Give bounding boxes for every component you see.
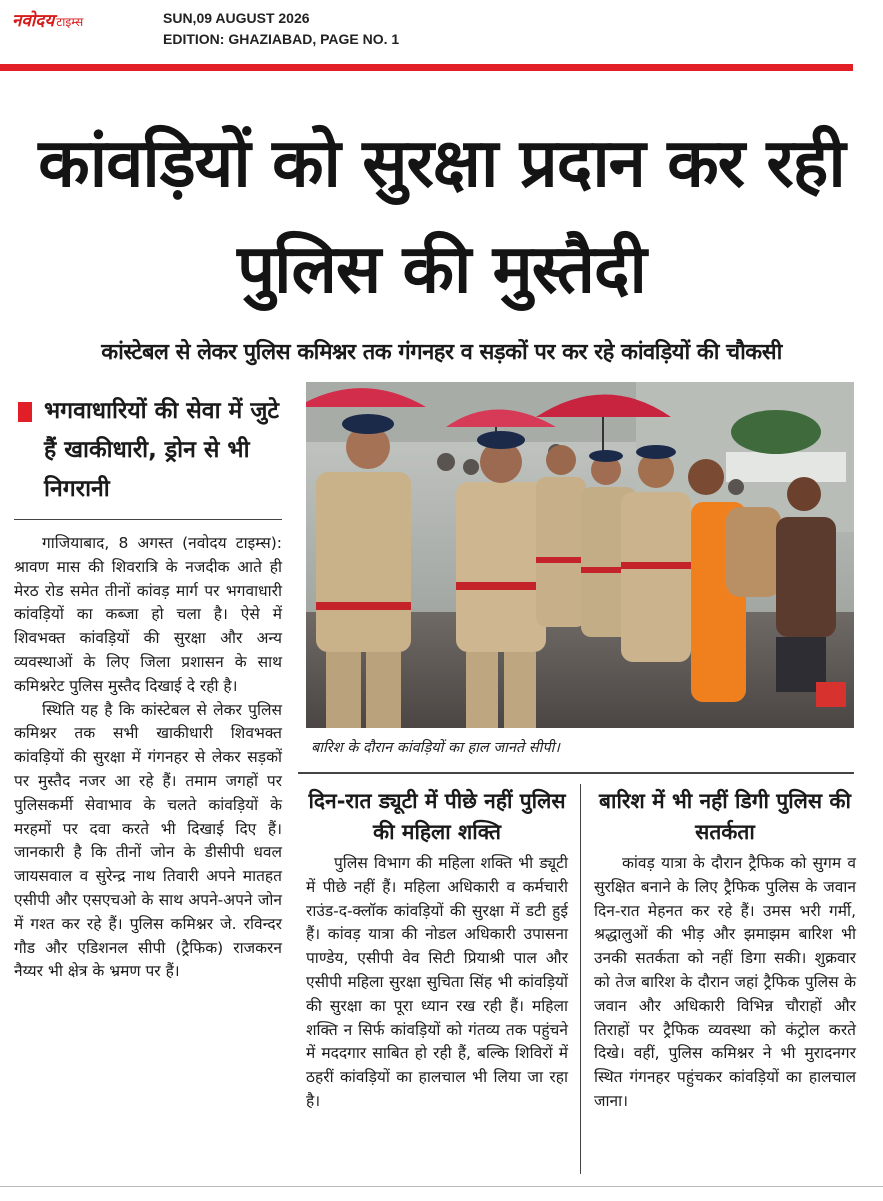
publication-date: SUN,09 AUGUST 2026 [163, 10, 310, 26]
box-paragraph: कांवड़ यात्रा के दौरान ट्रैफिक को सुगम व सुरक्षित बनाने के लिए ट्रैफिक पुलिस के जवान दिन-रात मेहनत कर रहे हैं। उमस भरी गर्मी, श्रद्धालुओं की भीड़ और झमाझम बारिश भी उनकी सतर्कता को नहीं डिगा सकी। शुक्रवार को तेज बारिश के दौरान जहां ट्रैफिक पुलिस के जवान और अधिकारी विभिन्न चौराहों और तिराहों पर ट्रैफिक व्यवस्था को कंट्रोल करते दिखे। वहीं, पुलिस कमिश्नर ने भी मुरादनगर स्थित गंगनहर पहुंचकर कांवड़ियों का हालचाल जाना। [594, 854, 856, 1110]
section-rule [298, 772, 854, 774]
header-red-rule [0, 64, 853, 71]
page-bottom-rule [0, 1186, 883, 1187]
photo-caption: बारिश के दौरान कांवड़ियों का हाल जानते सीपी। [311, 740, 560, 756]
newspaper-logo [12, 8, 83, 31]
news-photo [306, 382, 854, 728]
article-headline: कांवड़ियों को सुरक्षा प्रदान कर रही पुलिस की मुस्तैदी [38, 124, 845, 308]
box-paragraph: पुलिस विभाग की महिला शक्ति भी ड्यूटी में पीछे नहीं हैं। महिला अधिकारी व कर्मचारी राउंड-द-क्लॉक कांवड़ियों की सुरक्षा में डटी हुई हैं। कांवड़ यात्रा की नोडल अधिकारी उपासना पाण्डेय, एसीपी वेव सिटी प्रियाश्री पाल और एसीपी महिला सुरक्षा सुचिता सिंह भी कांवड़ियों की सुरक्षा का पूरा ध्यान रख रही हैं। महिला शक्ति न सिर्फ कांवड़ियों को गंतव्य तक पहुंचने में मददगार साबित हो रही हैं, बल्कि शिविरों में ठहरीं कांवड़ियों का हालचाल भी लिया जा रहा है। [306, 854, 568, 1110]
box-body [306, 852, 568, 1114]
logo-title: नवोदय [12, 11, 55, 31]
photo-police-with-kanwariyas [306, 382, 854, 728]
box-heading: दिन-रात ड्यूटी में पीछे नहीं पुलिस की महिला शक्ति [308, 789, 566, 844]
side-heading-rule [14, 519, 282, 520]
side-heading [14, 392, 282, 509]
column-separator [580, 784, 581, 1174]
logo-subtitle: टाइम्स [56, 15, 84, 29]
box-women-police [306, 786, 568, 1114]
body-paragraph: स्थिति यह है कि कांस्टेबल से लेकर पुलिस कमिश्नर तक सभी खाकीधारी शिवभक्त कांवड़ियों की सुरक्षा में गंगनहर से लेकर सड़कों पर मुस्तैद नजर आ रहे हैं। तमाम जगहों पर पुलिसकर्मी सेवाभाव के चलते कांवड़ियों के मरहमों पर दवा करते भी दिखाई दिए हैं। जानकारी है कि तीनों जोन के डीसीपी धवल जायसवाल व सुरेन्द्र नाथ तिवारी अपने मातहत एसीपी और एसएचओ के साथ अपने-अपने जोन में गश्त कर रहे हैं। पुलिस कमिश्नर जे. रविन्दर गौड और एडिशनल सीपी (ट्रैफिक) राजकरन नैय्यर भी क्षेत्र के भ्रमण पर हैं। [14, 700, 282, 981]
article-subheadline: कांस्टेबल से लेकर पुलिस कमिश्नर तक गंगनहर व सड़कों पर कर रहे कांवड़ियों की चौकसी [101, 340, 782, 365]
box-body [594, 852, 856, 1114]
edition-info: EDITION: GHAZIABAD, PAGE NO. 1 [163, 31, 400, 47]
article-body [14, 532, 282, 984]
masthead [0, 0, 883, 62]
side-heading-text: भगवाधारियों की सेवा में जुटे हैं खाकीधारी, ड्रोन से भी निगरानी [44, 398, 279, 502]
left-column [14, 392, 282, 984]
body-paragraph: गाजियाबाद, 8 अगस्त (नवोदय टाइम्स): श्रावण मास की शिवरात्रि के नजदीक आते ही मेरठ रोड समेत तीनों कांवड़ मार्ग पर भगवाधारी कांवड़ियों का कब्जा हो चला है। ऐसे में शिवभक्त कांवड़ियों की सुरक्षा और अन्य व्यवस्थाओं के लिए जिला प्रशासन के साथ कमिश्नरेट पुलिस मुस्तैद दिखाई दे रही है। [14, 534, 282, 695]
box-heading: बारिश में भी नहीं डिगी पुलिस की सतर्कता [599, 789, 851, 844]
box-traffic-police [594, 786, 856, 1114]
red-square-bullet [18, 402, 32, 422]
